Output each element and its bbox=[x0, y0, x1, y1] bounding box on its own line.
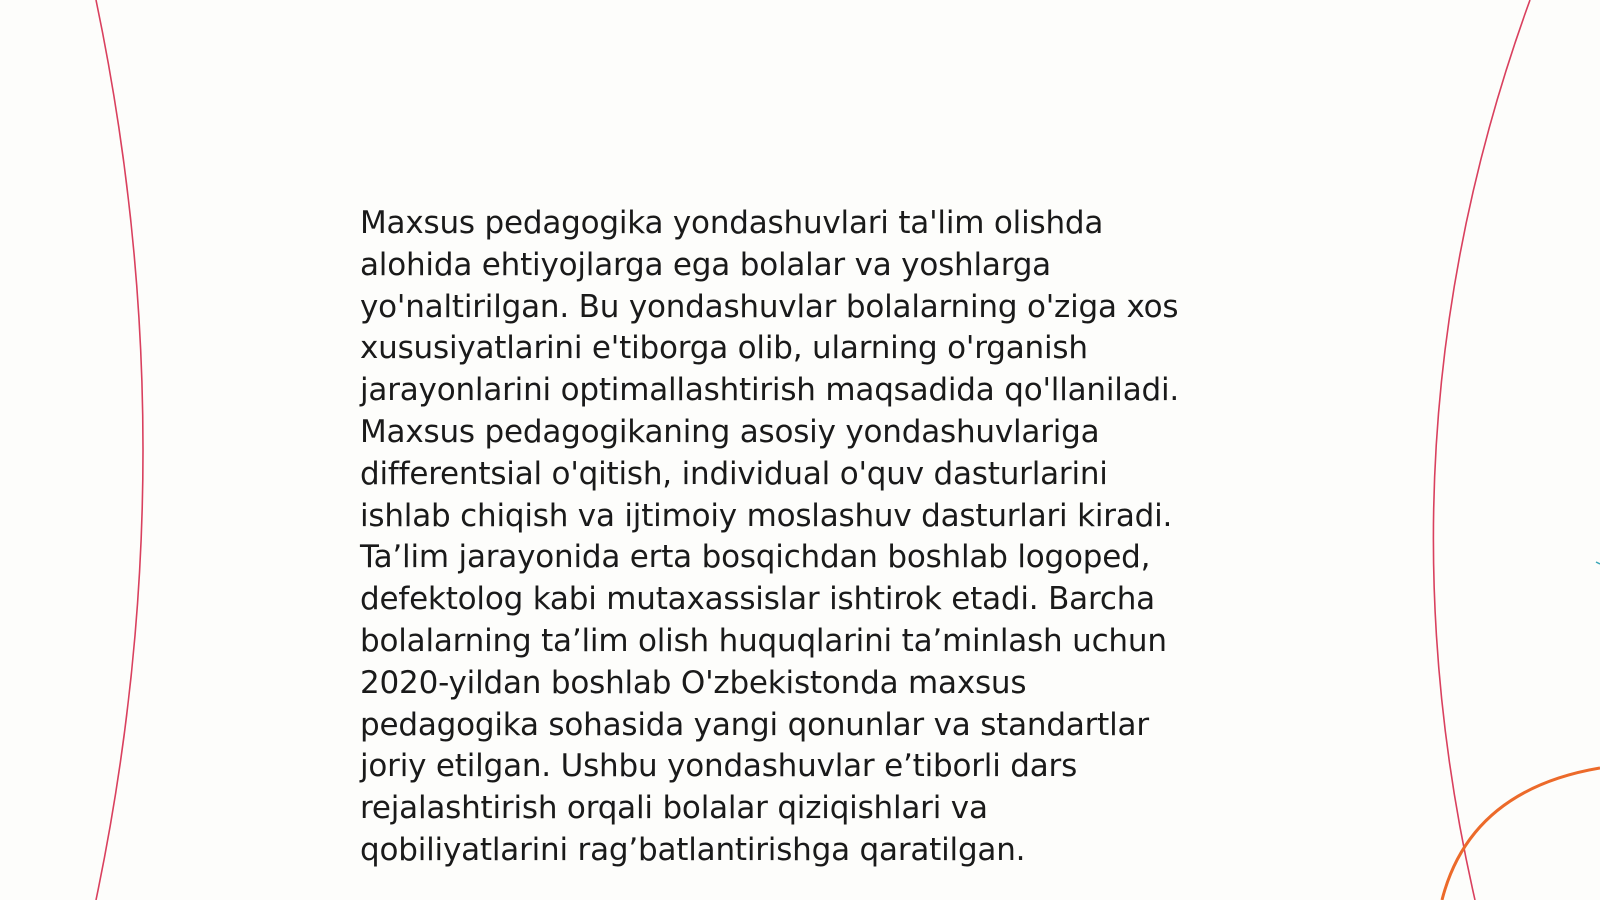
paragraph-line: alohida ehtiyojlarga ega bolalar va yoshlarga bbox=[360, 246, 1051, 283]
small-teal-mark bbox=[1596, 562, 1600, 564]
paragraph-line: defektolog kabi mutaxassislar ishtirok etadi. Barcha bbox=[360, 581, 1155, 618]
paragraph-line: differentsial o'qitish, individual o'quv dasturlarini bbox=[360, 455, 1108, 492]
orange-arc bbox=[1442, 768, 1600, 900]
paragraph-line: Maxsus pedagogikaning asosiy yondashuvlariga bbox=[360, 413, 1100, 450]
paragraph-line: ishlab chiqish va ijtimoiy moslashuv dasturlari kiradi. bbox=[360, 497, 1173, 534]
paragraph-line: Ta’lim jarayonida erta bosqichdan boshlab logoped, bbox=[360, 539, 1151, 576]
paragraph-line: bolalarning ta’lim olish huquqlarini ta’minlash uchun bbox=[360, 622, 1167, 659]
paragraph-line: rejalashtirish orqali bolalar qiziqishlari va bbox=[360, 790, 988, 827]
paragraph-line: jarayonlarini optimallashtirish maqsadida qo'llaniladi. bbox=[360, 372, 1180, 409]
right-curve bbox=[1433, 0, 1530, 900]
paragraph-line: pedagogika sohasida yangi qonunlar va standartlar bbox=[360, 706, 1149, 743]
paragraph-line: qobiliyatlarini rag’batlantirishga qaratilgan. bbox=[360, 831, 1026, 868]
left-curve bbox=[96, 0, 143, 900]
paragraph-line: joriy etilgan. Ushbu yondashuvlar e’tiborli dars bbox=[360, 748, 1078, 785]
paragraph-line: yo'naltirilgan. Bu yondashuvlar bolalarning o'ziga xos bbox=[360, 288, 1179, 325]
body-paragraph bbox=[360, 203, 1260, 872]
paragraph-line: 2020-yildan boshlab O'zbekistonda maxsus bbox=[360, 664, 1027, 701]
paragraph-line: Maxsus pedagogika yondashuvlari ta'lim olishda bbox=[360, 205, 1104, 241]
paragraph-line: xususiyatlarini e'tiborga olib, ularning o'rganish bbox=[360, 330, 1088, 367]
